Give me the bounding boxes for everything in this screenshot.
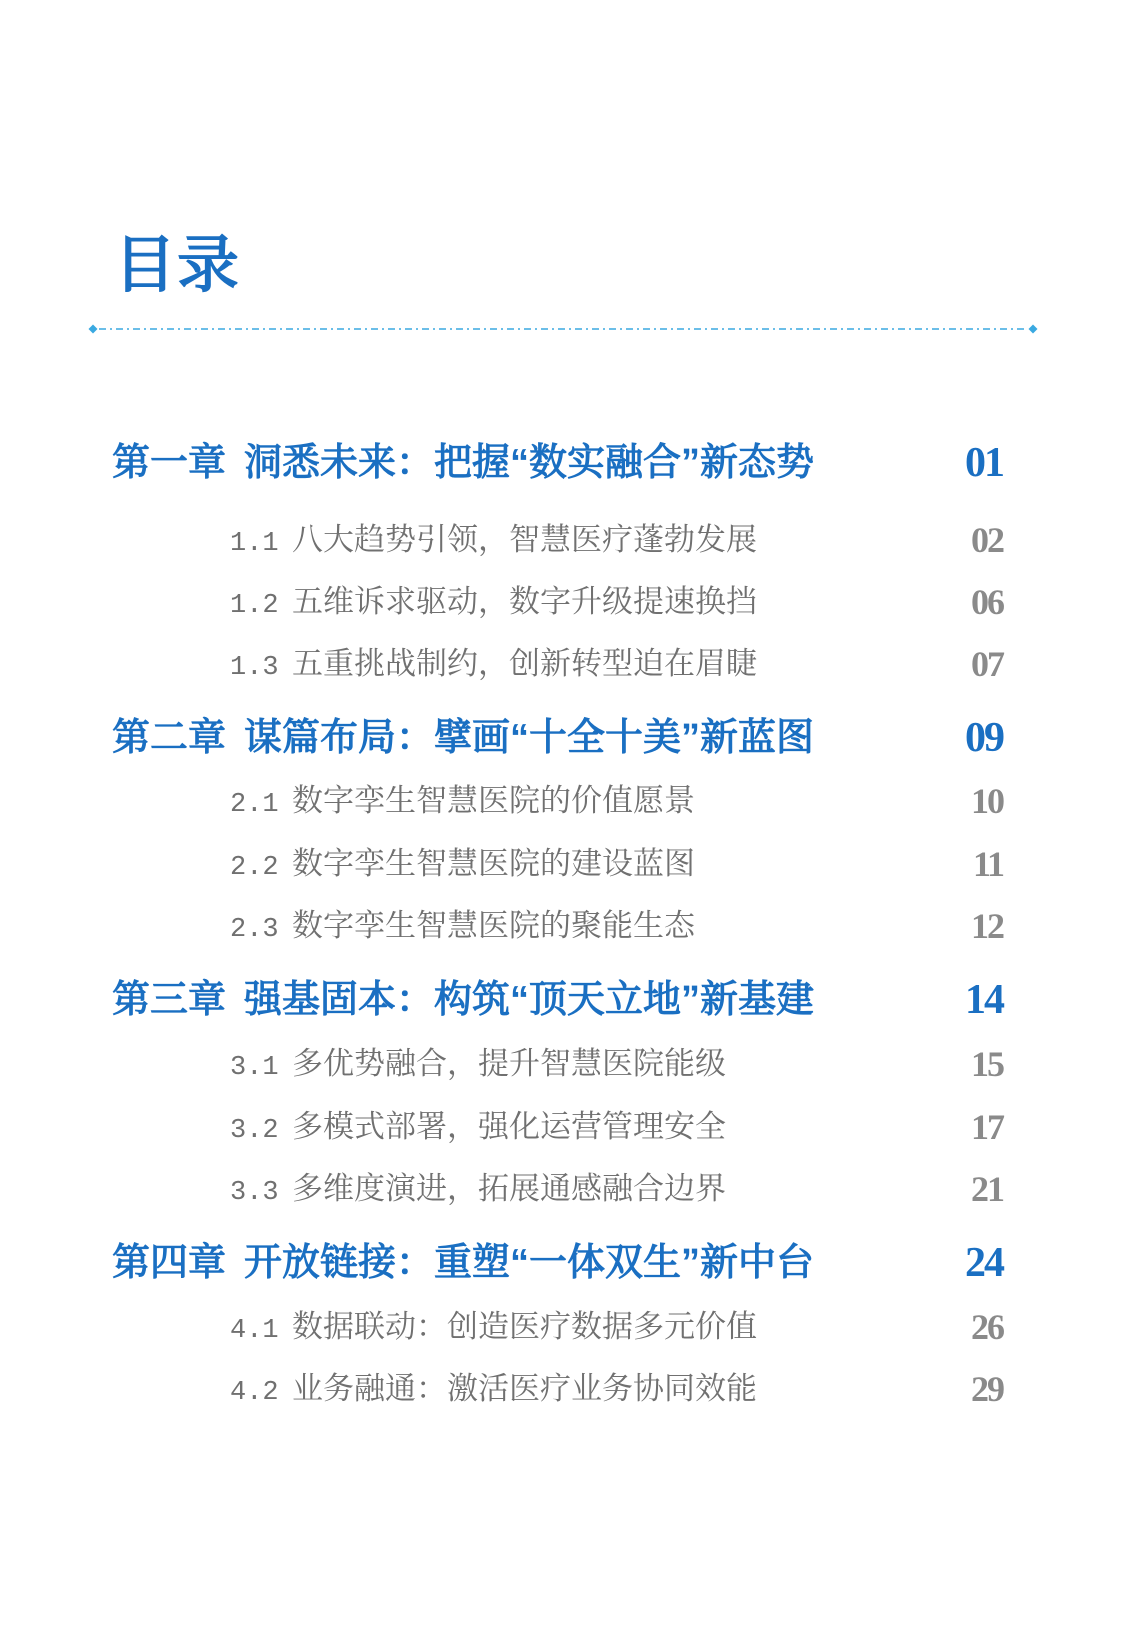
section-title: 八大趋势引领，智慧医疗蓬勃发展 <box>292 522 757 557</box>
chapter-label: 第三章 <box>112 979 227 1021</box>
section-number: 2.3 <box>230 915 279 945</box>
chapter-title: 强基固本：构筑“顶天立地”新基建 <box>244 979 815 1021</box>
section-page-number: 12 <box>971 906 1003 946</box>
toc-chapter <box>112 1240 1003 1286</box>
section-number: 1.3 <box>230 653 279 683</box>
section-title: 多维度演进，拓展通感融合边界 <box>292 1171 726 1206</box>
toc-section <box>230 583 1003 621</box>
section-title: 五维诉求驱动，数字升级提速换挡 <box>292 584 757 619</box>
section-page-number: 07 <box>971 644 1003 684</box>
toc-chapter <box>112 440 1003 486</box>
toc-section <box>230 907 1003 945</box>
section-page-number: 10 <box>971 781 1003 821</box>
section-page-number: 15 <box>971 1044 1003 1084</box>
section-title: 业务融通：激活医疗业务协同效能 <box>292 1371 757 1406</box>
toc-chapter <box>112 715 1003 761</box>
chapter-page-number: 01 <box>965 440 1003 486</box>
toc-chapter <box>112 977 1003 1023</box>
section-title: 多模式部署，强化运营管理安全 <box>292 1109 726 1144</box>
section-page-number: 11 <box>972 844 1003 884</box>
divider-diamond-right <box>1029 325 1038 334</box>
section-page-number: 17 <box>971 1107 1003 1147</box>
section-page-number: 02 <box>971 520 1003 560</box>
section-number: 1.2 <box>230 591 279 621</box>
chapter-title: 洞悉未来：把握“数实融合”新态势 <box>244 442 815 484</box>
toc-section <box>230 845 1003 883</box>
chapter-page-number: 09 <box>965 715 1003 761</box>
toc-section <box>230 645 1003 683</box>
section-number: 4.2 <box>230 1378 279 1408</box>
section-title: 多优势融合，提升智慧医院能级 <box>292 1046 726 1081</box>
chapter-page-number: 14 <box>965 977 1003 1023</box>
chapter-title: 谋篇布局：擘画“十全十美”新蓝图 <box>244 717 815 759</box>
chapter-label: 第一章 <box>112 442 227 484</box>
section-page-number: 21 <box>971 1169 1003 1209</box>
section-page-number: 29 <box>971 1369 1003 1409</box>
toc-section <box>230 1045 1003 1083</box>
section-title: 数字孪生智慧医院的价值愿景 <box>292 783 695 818</box>
section-page-number: 06 <box>971 582 1003 622</box>
chapter-label: 第四章 <box>112 1242 227 1284</box>
section-number: 2.2 <box>230 853 279 883</box>
section-number: 3.3 <box>230 1178 279 1208</box>
chapter-title: 开放链接：重塑“一体双生”新中台 <box>244 1242 815 1284</box>
section-number: 3.1 <box>230 1053 279 1083</box>
divider-diamond-left <box>89 325 98 334</box>
section-page-number: 26 <box>971 1307 1003 1347</box>
section-number: 3.2 <box>230 1116 279 1146</box>
toc-section <box>230 1370 1003 1408</box>
section-title: 数据联动：创造医疗数据多元价值 <box>292 1309 757 1344</box>
toc-section <box>230 782 1003 820</box>
section-title: 数字孪生智慧医院的建设蓝图 <box>292 846 695 881</box>
section-title: 数字孪生智慧医院的聚能生态 <box>292 908 695 943</box>
chapter-label: 第二章 <box>112 717 227 759</box>
chapter-page-number: 24 <box>965 1240 1003 1286</box>
toc-section <box>230 521 1003 559</box>
section-number: 1.1 <box>230 529 279 559</box>
title-divider <box>86 321 1040 337</box>
page-title: 目录 <box>114 231 241 300</box>
section-number: 2.1 <box>230 790 279 820</box>
toc-section <box>230 1170 1003 1208</box>
section-title: 五重挑战制约，创新转型迫在眉睫 <box>292 646 757 681</box>
toc-section <box>230 1108 1003 1146</box>
toc-section <box>230 1308 1003 1346</box>
section-number: 4.1 <box>230 1316 279 1346</box>
